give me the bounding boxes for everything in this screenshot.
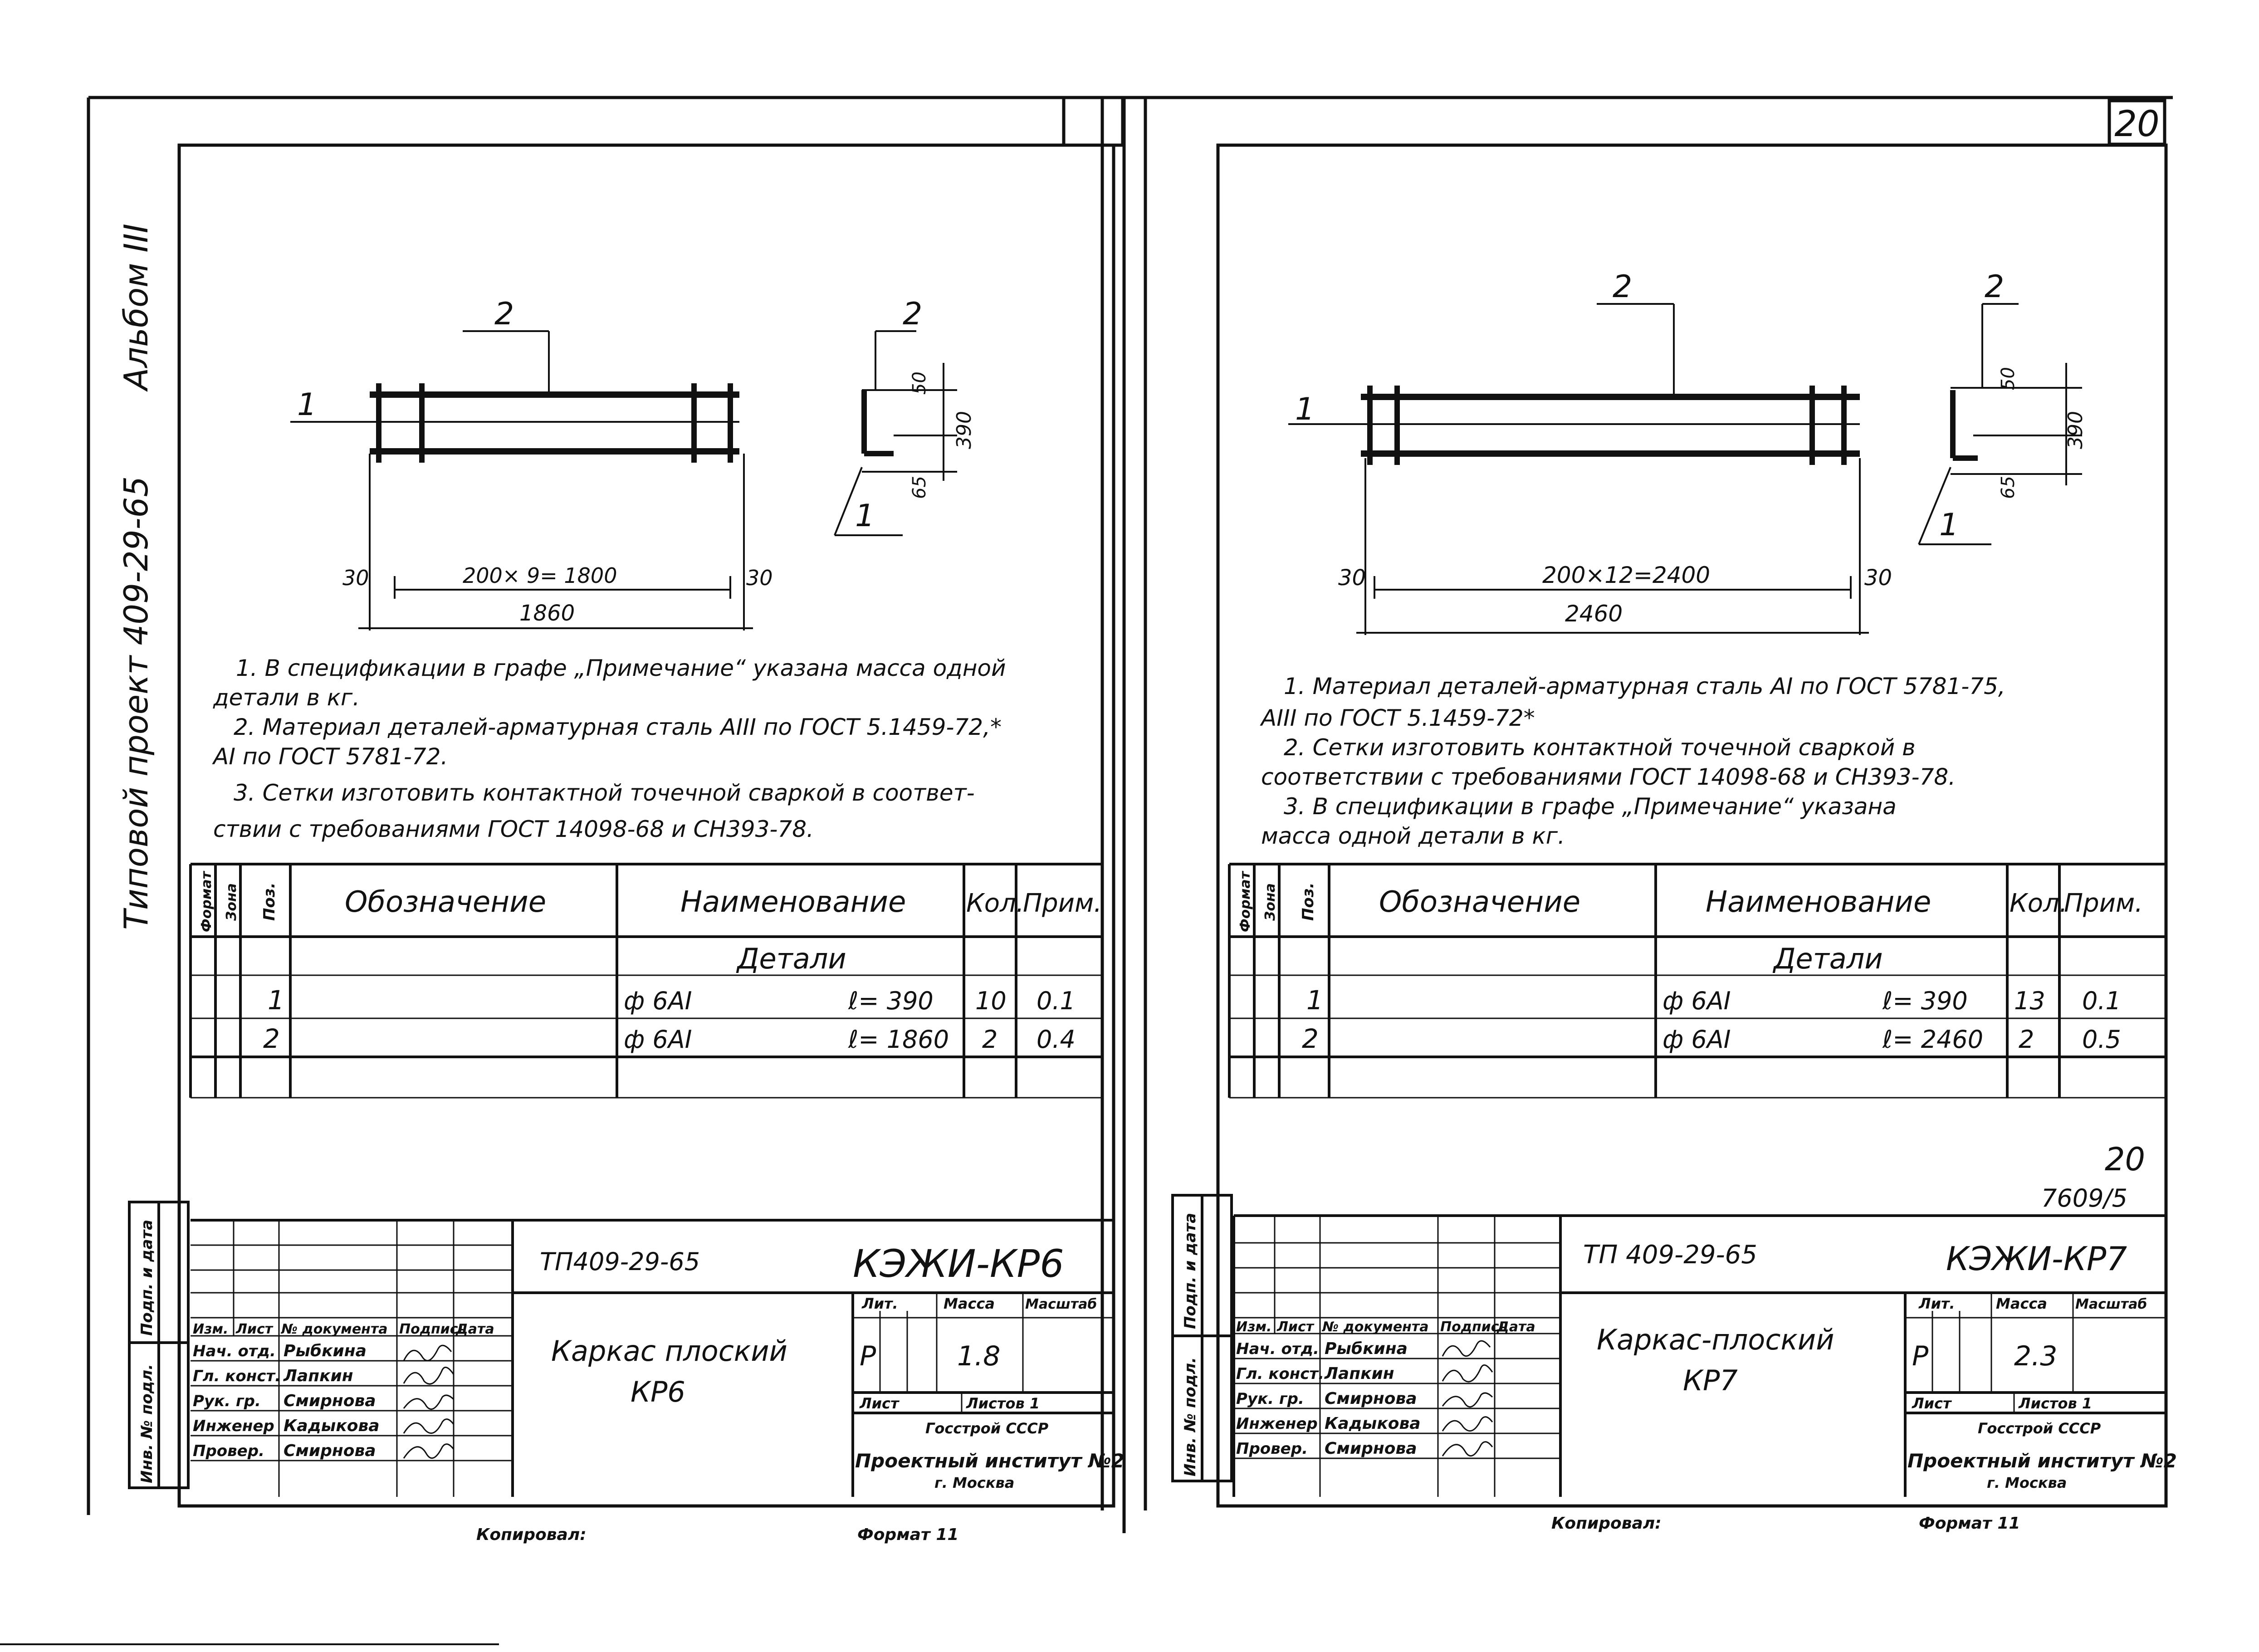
right-head-doc: № документа <box>1322 1319 1429 1335</box>
right-note-line: масса одной детали в кг. <box>1261 823 1565 849</box>
right-section-pos-2: 2 <box>1985 269 2005 305</box>
left-dim-end-left: 30 <box>342 566 369 590</box>
right-row-qty: 2 <box>2019 1025 2034 1054</box>
right-row-length: ℓ= 390 <box>1882 987 1968 1015</box>
right-pos-1-label: 1 <box>1295 391 1315 427</box>
right-lit-value: Р <box>1912 1340 1929 1372</box>
right-section-pos-1: 1 <box>1939 507 1959 543</box>
left-section-pos-1: 1 <box>855 498 875 534</box>
right-sec-top: 50 <box>1998 367 2019 390</box>
left-col-note: Прим. <box>1023 889 1102 918</box>
right-role: Гл. конст. <box>1236 1365 1325 1383</box>
left-person: Рыбкина <box>284 1342 367 1360</box>
left-row-length: ℓ= 390 <box>848 987 934 1015</box>
right-role: Нач. отд. <box>1236 1340 1319 1358</box>
left-row-name: ф 6АI <box>624 1025 692 1054</box>
right-mass-value: 2.3 <box>2014 1340 2058 1372</box>
left-sec-top: 50 <box>909 371 930 395</box>
right-title-line1: Каркас-плоский <box>1597 1323 1834 1356</box>
left-mass-value: 1.8 <box>957 1340 1001 1372</box>
right-person: Лапкин <box>1325 1364 1394 1383</box>
right-format: Формат 11 <box>1919 1514 2020 1533</box>
left-frame-drawing <box>290 296 976 630</box>
left-role: Нач. отд. <box>193 1342 276 1360</box>
right-inv-label: Инв. № подл. <box>1181 1357 1199 1476</box>
right-head-date: Дата <box>1497 1319 1535 1335</box>
right-head-sign: Подпись <box>1440 1319 1508 1335</box>
right-org3: г. Москва <box>1987 1474 2067 1491</box>
left-row-pos: 1 <box>268 985 284 1016</box>
left-col-qty: Кол. <box>966 889 1024 918</box>
right-col-designation: Обозначение <box>1379 885 1581 919</box>
right-head-list: Лист <box>1277 1319 1314 1335</box>
right-role: Инженер <box>1236 1415 1318 1433</box>
right-row-pos: 2 <box>1302 1023 1319 1054</box>
left-role: Провер. <box>193 1442 264 1460</box>
left-title-block <box>191 1220 1125 1497</box>
left-org2: Проектный институт №2 <box>855 1450 1125 1472</box>
right-dim-total: 2460 <box>1565 601 1623 627</box>
right-col-format: Формат <box>1237 871 1253 932</box>
right-sheet-label: Лист <box>1912 1395 1951 1412</box>
right-notes <box>1260 673 2005 849</box>
left-lit-label: Лит. <box>862 1295 898 1312</box>
left-sign-label: Подп. и дата <box>138 1219 156 1336</box>
right-person: Кадыкова <box>1325 1414 1421 1433</box>
left-row-pos: 2 <box>263 1023 280 1054</box>
right-project-code: ТП 409-29-65 <box>1583 1240 1757 1270</box>
left-section-pos-2: 2 <box>903 296 923 332</box>
right-note-line: соответствии с требованиями ГОСТ 14098-68 и СН393-78. <box>1261 764 1956 790</box>
right-col-note: Прим. <box>2064 889 2143 918</box>
left-person: Лапкин <box>284 1367 353 1385</box>
right-row-pos: 1 <box>1306 985 1323 1016</box>
left-note-line: 1. В спецификации в графе „Примечание“ указана масса одной <box>236 655 1006 681</box>
left-role: Инженер <box>193 1417 274 1435</box>
right-title-block <box>1234 1216 2177 1497</box>
right-row-note: 0.5 <box>2082 1025 2121 1054</box>
right-dim-spacing: 200×12=2400 <box>1542 562 1711 588</box>
right-col-name: Наименование <box>1706 885 1931 919</box>
left-col-pos: Поз. <box>260 882 279 921</box>
right-sec-bottom: 65 <box>1998 476 2019 499</box>
right-copied: Копировал: <box>1551 1514 1662 1533</box>
left-dim-total: 1860 <box>519 601 575 626</box>
right-row-name: ф 6АI <box>1662 987 1731 1015</box>
right-pos-2-label: 2 <box>1613 269 1633 305</box>
left-row-name: ф 6АI <box>624 987 692 1015</box>
right-row-name: ф 6АI <box>1662 1025 1731 1054</box>
left-col-designation: Обозначение <box>345 885 547 919</box>
left-person: Смирнова <box>284 1392 376 1410</box>
left-head-date: Дата <box>456 1321 494 1337</box>
right-person: Рыбкина <box>1325 1339 1408 1358</box>
left-section-details: Детали <box>737 942 846 975</box>
left-sec-bottom: 65 <box>909 476 930 499</box>
left-head-sign: Подпись <box>399 1321 467 1337</box>
left-note-line: 3. Сетки изготовить контактной точечной сваркой в соответ- <box>234 780 975 806</box>
left-lit-value: Р <box>860 1340 876 1372</box>
left-scale-label: Масштаб <box>1025 1296 1097 1312</box>
left-inv-label: Инв. № подл. <box>138 1364 156 1483</box>
left-project-code: ТП409-29-65 <box>540 1247 700 1276</box>
right-col-pos: Поз. <box>1299 882 1317 921</box>
left-format: Формат 11 <box>857 1525 959 1544</box>
left-mass-label: Масса <box>944 1295 995 1312</box>
left-row-qty: 2 <box>982 1025 998 1054</box>
left-pos-1-label: 1 <box>297 387 317 423</box>
left-head-list: Лист <box>236 1321 273 1337</box>
right-note-line: АIII по ГОСТ 5.1459-72* <box>1261 705 1535 731</box>
right-spec-table <box>1229 864 2166 1098</box>
left-head-doc: № документа <box>281 1321 388 1337</box>
left-title-line2: КР6 <box>631 1375 685 1408</box>
right-sign-label: Подп. и дата <box>1181 1212 1199 1329</box>
left-dim-end-right: 30 <box>746 566 773 590</box>
left-person: Кадыкова <box>284 1417 380 1435</box>
right-row-note: 0.1 <box>2082 987 2121 1015</box>
right-col-qty: Кол. <box>2010 889 2068 918</box>
right-lit-label: Лит. <box>1919 1295 1955 1312</box>
left-doc-code: КЭЖИ-КР6 <box>853 1241 1064 1286</box>
right-scale-label: Масштаб <box>2075 1296 2147 1312</box>
right-dim-end-left: 30 <box>1338 565 1366 591</box>
right-person: Смирнова <box>1325 1389 1417 1408</box>
left-col-zone: Зона <box>224 883 240 921</box>
right-doc-code: КЭЖИ-КР7 <box>1946 1240 2127 1278</box>
left-org3: г. Москва <box>934 1474 1015 1491</box>
right-role: Рук. гр. <box>1236 1390 1304 1408</box>
project-label: Типовой проект 409-29-65 <box>117 476 155 930</box>
left-sheets-label: Листов 1 <box>966 1395 1040 1412</box>
right-sec-height: 390 <box>2064 411 2087 449</box>
right-org1: Госстрой СССР <box>1978 1420 2101 1437</box>
left-signatures <box>404 1345 454 1458</box>
right-row-qty: 13 <box>2014 987 2045 1015</box>
left-row-qty: 10 <box>975 987 1007 1015</box>
right-stamp-code: 7609/5 <box>2041 1184 2127 1212</box>
right-org2: Проектный институт №2 <box>1907 1450 2177 1472</box>
right-stamp-number: 20 <box>2105 1141 2146 1178</box>
right-title-line2: КР7 <box>1683 1364 1738 1397</box>
right-role: Провер. <box>1236 1440 1308 1458</box>
right-row-length: ℓ= 2460 <box>1882 1025 1984 1054</box>
right-frame-drawing <box>1288 269 2087 635</box>
right-person: Смирнова <box>1325 1439 1417 1458</box>
left-copied: Копировал: <box>476 1525 587 1544</box>
right-section-details: Детали <box>1774 942 1883 975</box>
left-head-izm: Изм. <box>193 1321 229 1337</box>
right-col-zone: Зона <box>1262 883 1278 921</box>
right-head-izm: Изм. <box>1236 1319 1272 1335</box>
left-row-note: 0.4 <box>1037 1025 1076 1054</box>
right-dim-end-right: 30 <box>1864 565 1892 591</box>
left-role: Рук. гр. <box>193 1392 261 1410</box>
left-note-line: детали в кг. <box>213 684 360 711</box>
right-note-line: 2. Сетки изготовить контактной точечной сваркой в <box>1284 734 1916 761</box>
left-note-line: ствии с требованиями ГОСТ 14098-68 и СН393-78. <box>213 816 814 842</box>
left-org1: Госстрой СССР <box>925 1420 1049 1437</box>
left-notes <box>212 655 1006 842</box>
left-person: Смирнова <box>284 1442 376 1460</box>
left-col-format: Формат <box>199 871 215 932</box>
left-title-line1: Каркас плоский <box>551 1334 787 1368</box>
left-sec-height: 390 <box>953 411 976 449</box>
left-row-note: 0.1 <box>1037 987 1076 1015</box>
left-spec-table <box>191 864 1102 1098</box>
left-dim-spacing: 200× 9= 1800 <box>463 563 617 588</box>
album-label: Альбом III <box>117 223 155 390</box>
left-sheet-label: Лист <box>860 1395 899 1412</box>
right-note-line: 3. В спецификации в графе „Примечание“ указана <box>1284 793 1897 820</box>
left-col-name: Наименование <box>680 885 906 919</box>
top-center-box <box>1064 98 1123 145</box>
left-pos-2-label: 2 <box>494 296 514 332</box>
right-sheets-label: Листов 1 <box>2019 1395 2093 1412</box>
sheet-number: 20 <box>2114 104 2160 145</box>
left-note-line: АI по ГОСТ 5781-72. <box>213 743 448 770</box>
right-note-line: 1. Материал деталей-арматурная сталь АI по ГОСТ 5781-75, <box>1284 673 2005 699</box>
left-note-line: 2. Материал деталей-арматурная сталь АIII по ГОСТ 5.1459-72,* <box>234 714 1002 740</box>
right-mass-label: Масса <box>1996 1295 2047 1312</box>
left-row-length: ℓ= 1860 <box>848 1025 949 1054</box>
left-role: Гл. конст. <box>193 1367 281 1385</box>
